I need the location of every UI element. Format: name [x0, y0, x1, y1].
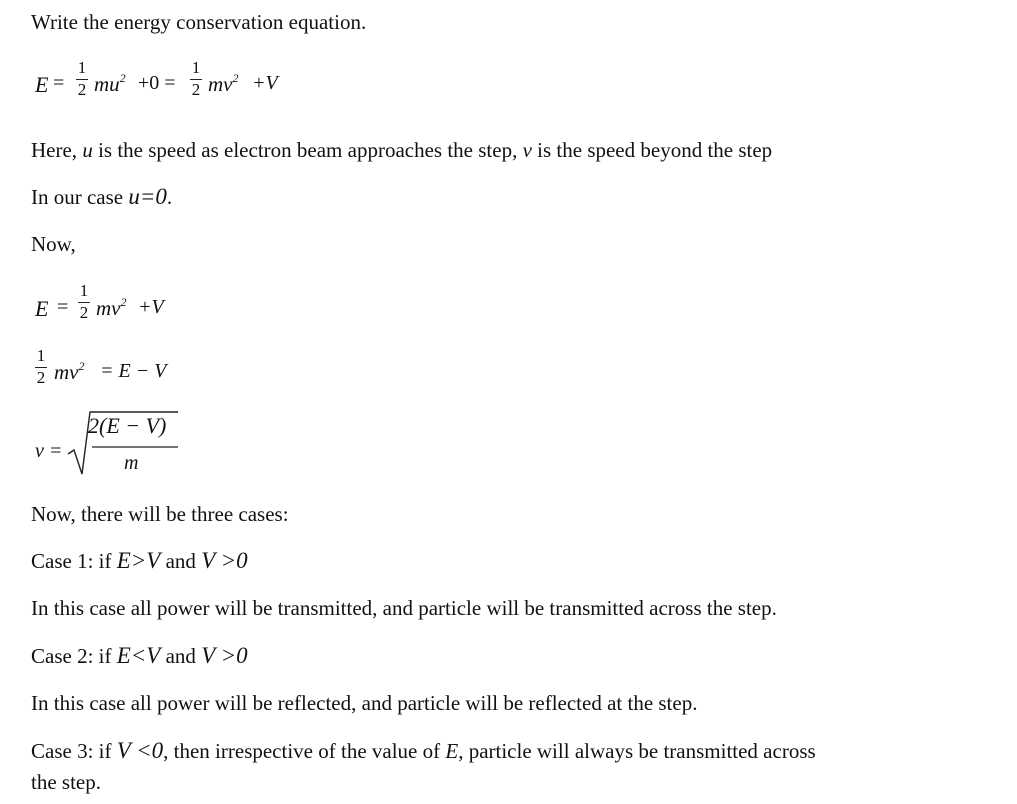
eq2-half: 1 2: [79, 281, 89, 322]
eq4-v: v =: [35, 440, 63, 462]
eq4-numerator: 2(E − V): [88, 413, 167, 438]
now-text: Now,: [31, 232, 76, 256]
eq1-E: E: [35, 72, 49, 97]
eq1-plus-v: +V: [252, 72, 278, 94]
eq4-denominator: m: [124, 452, 139, 474]
eq2-E: E: [35, 296, 49, 321]
case-2-description: In this case all power will be reflected, and particle will be reflected at the step.: [31, 691, 698, 715]
case-u-zero-text: In our case u=0.: [31, 184, 173, 209]
eq1-equals: =: [53, 72, 65, 94]
eq2-plus-v: +V: [138, 296, 164, 318]
case-3-continuation: the step.: [31, 770, 101, 794]
eq2-mv: $mv^2$: [96, 295, 127, 320]
eq1-half-a: 1 2: [77, 58, 87, 99]
case-1-condition: Case 1: if E>V and V >0: [31, 548, 248, 573]
eq2-equals: =: [57, 296, 69, 318]
case-2-condition: Case 2: if E<V and V >0: [31, 643, 248, 668]
speed-definition-text: Here, u is the speed as electron beam approaches the step, v is the speed beyond the step: [31, 138, 773, 162]
eq3-mv: $mv^2$: [54, 359, 85, 384]
case-3-condition: Case 3: if V <0, then irrespective of the value of E, particle will always be transmitted across: [31, 738, 816, 763]
three-cases-text: Now, there will be three cases:: [31, 502, 289, 526]
eq1-mv: $mv^2$: [208, 71, 239, 96]
eq1-mu: $mu^2$: [94, 71, 126, 96]
intro-text: Write the energy conservation equation.: [31, 10, 367, 34]
eq3-half: 1 2: [36, 346, 46, 387]
eq1-plus-zero: +0 =: [138, 72, 176, 94]
eq3-rhs: = E − V: [100, 360, 167, 382]
case-1-description: In this case all power will be transmitted, and particle will be transmitted across the step.: [31, 596, 777, 620]
eq1-half-b: 1 2: [191, 58, 201, 99]
